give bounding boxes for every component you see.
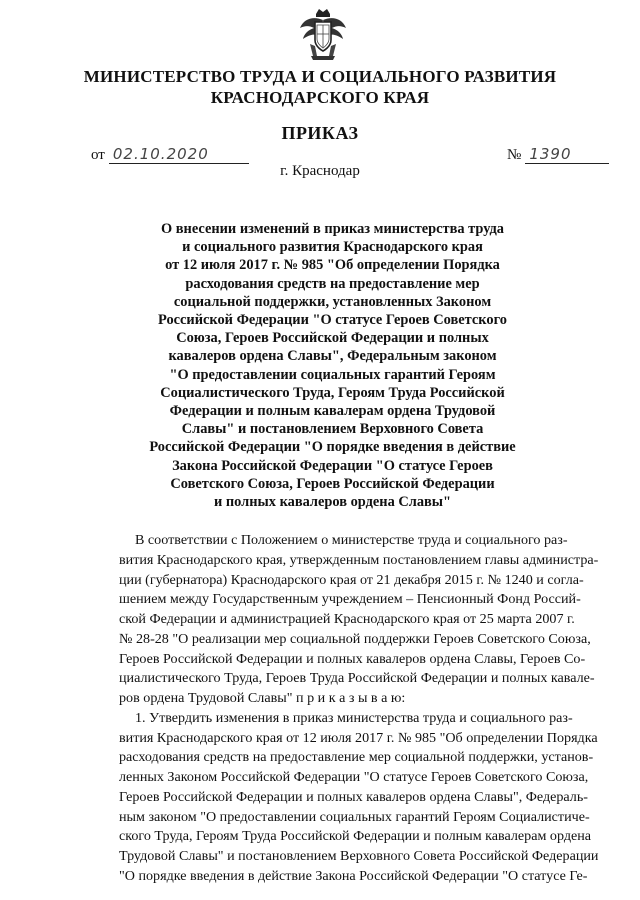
order-subject bbox=[120, 220, 545, 511]
body-line: № 28-28 "О реализации мер социальной поддержки Героев Советского Союза, bbox=[119, 630, 591, 647]
body-line: 1. Утвердить изменения в приказ министерства труда и социального раз- bbox=[135, 709, 573, 726]
body-line: расходования средств на предоставление мер социальной поддержки, установ- bbox=[119, 749, 594, 766]
subject-line: О внесении изменений в приказ министерства труда bbox=[160, 221, 505, 237]
subject-line: Советского Союза, Героев Российской Федерации bbox=[170, 475, 495, 492]
date-value: 02.10.2020 bbox=[109, 145, 249, 164]
subject-line: Российской Федерации "О статусе Героев Советского bbox=[158, 312, 507, 329]
order-body bbox=[119, 531, 609, 887]
subject-line: и полных кавалеров ордена Славы" bbox=[213, 494, 452, 511]
subject-line: "О предоставлении социальных гарантий Героям bbox=[169, 366, 496, 383]
body-line: вития Краснодарского края, утвержденным постановлением главы администра- bbox=[119, 551, 599, 568]
body-line: шением между Государственным учреждением – Пенсионный Фонд Россий- bbox=[119, 591, 581, 608]
ministry-line: МИНИСТЕРСТВО ТРУДА И СОЦИАЛЬНОГО РАЗВИТИЯ bbox=[83, 67, 557, 86]
date-row bbox=[91, 145, 249, 164]
number-prefix: № bbox=[507, 147, 522, 163]
subject-line: и социального развития Краснодарского края bbox=[182, 239, 483, 256]
body-line: "О порядке введения в действие Закона Российской Федерации "О статусе Ге- bbox=[119, 867, 588, 884]
subject-line: расходования средств на предоставление мер bbox=[185, 275, 480, 292]
coat-of-arms-emblem bbox=[298, 6, 348, 62]
body-line: Трудовой Славы" и постановлением Верховного Совета Российской Федерации bbox=[119, 848, 599, 864]
body-line: ным законом "О предоставлении социальных гарантий Героям Социалистиче- bbox=[119, 808, 590, 825]
subject-line: Социалистического Труда, Героям Труда Российской bbox=[160, 384, 505, 401]
subject-line: социальной поддержки, установленных Законом bbox=[173, 293, 492, 310]
body-line: циалистического Труда, Героев Труда Российской Федерации и полных кавале- bbox=[119, 670, 595, 687]
body-line: Героев Российской Федерации и полных кавалеров ордена Славы", Федераль- bbox=[119, 788, 588, 805]
body-line: ского Труда, Героям Труда Российской Федерации и полным кавалерам ордена bbox=[119, 828, 592, 845]
subject-line: от 12 июля 2017 г. № 985 "Об определении Порядка bbox=[165, 257, 500, 274]
subject-line: Славы" и постановлением Верховного Совета bbox=[181, 421, 484, 438]
subject-line: Федерации и полным кавалерам ордена Трудовой bbox=[169, 403, 496, 420]
document-type: ПРИКАЗ bbox=[281, 123, 359, 143]
body-line: В соответствии с Положением о министерстве труда и социального раз- bbox=[135, 532, 568, 548]
body-line: ленных Законом Российской Федерации "О статусе Героев Советского Союза, bbox=[119, 769, 589, 785]
body-line: вития Краснодарского края от 12 июля 2017 г. № 985 "Об определении Порядка bbox=[119, 729, 598, 746]
ministry-line: КРАСНОДАРСКОГО КРАЯ bbox=[210, 88, 430, 107]
body-line: ции (губернатора) Краснодарского края от 21 декабря 2015 г. № 1240 и согла- bbox=[119, 571, 584, 588]
body-line: ской Федерации и администрацией Краснодарского края от 25 марта 2007 г. bbox=[119, 611, 575, 627]
body-line: Героев Российской Федерации и полных кавалеров ордена Славы, Героев Со- bbox=[119, 650, 586, 667]
number-value: 1390 bbox=[525, 145, 609, 164]
city: г. Краснодар bbox=[280, 163, 360, 179]
ministry-name bbox=[0, 66, 640, 108]
subject-line: Закона Российской Федерации "О статусе Героев bbox=[172, 457, 493, 474]
number-row bbox=[507, 145, 609, 164]
subject-line: кавалеров ордена Славы", Федеральным законом bbox=[168, 348, 497, 365]
subject-line: Российской Федерации "О порядке введения в действие bbox=[149, 439, 516, 456]
date-prefix: от bbox=[91, 147, 105, 163]
body-line: ров ордена Трудовой Славы" п р и к а з ы в а ю: bbox=[119, 690, 406, 706]
subject-line: Союза, Героев Российской Федерации и полных bbox=[176, 330, 489, 347]
